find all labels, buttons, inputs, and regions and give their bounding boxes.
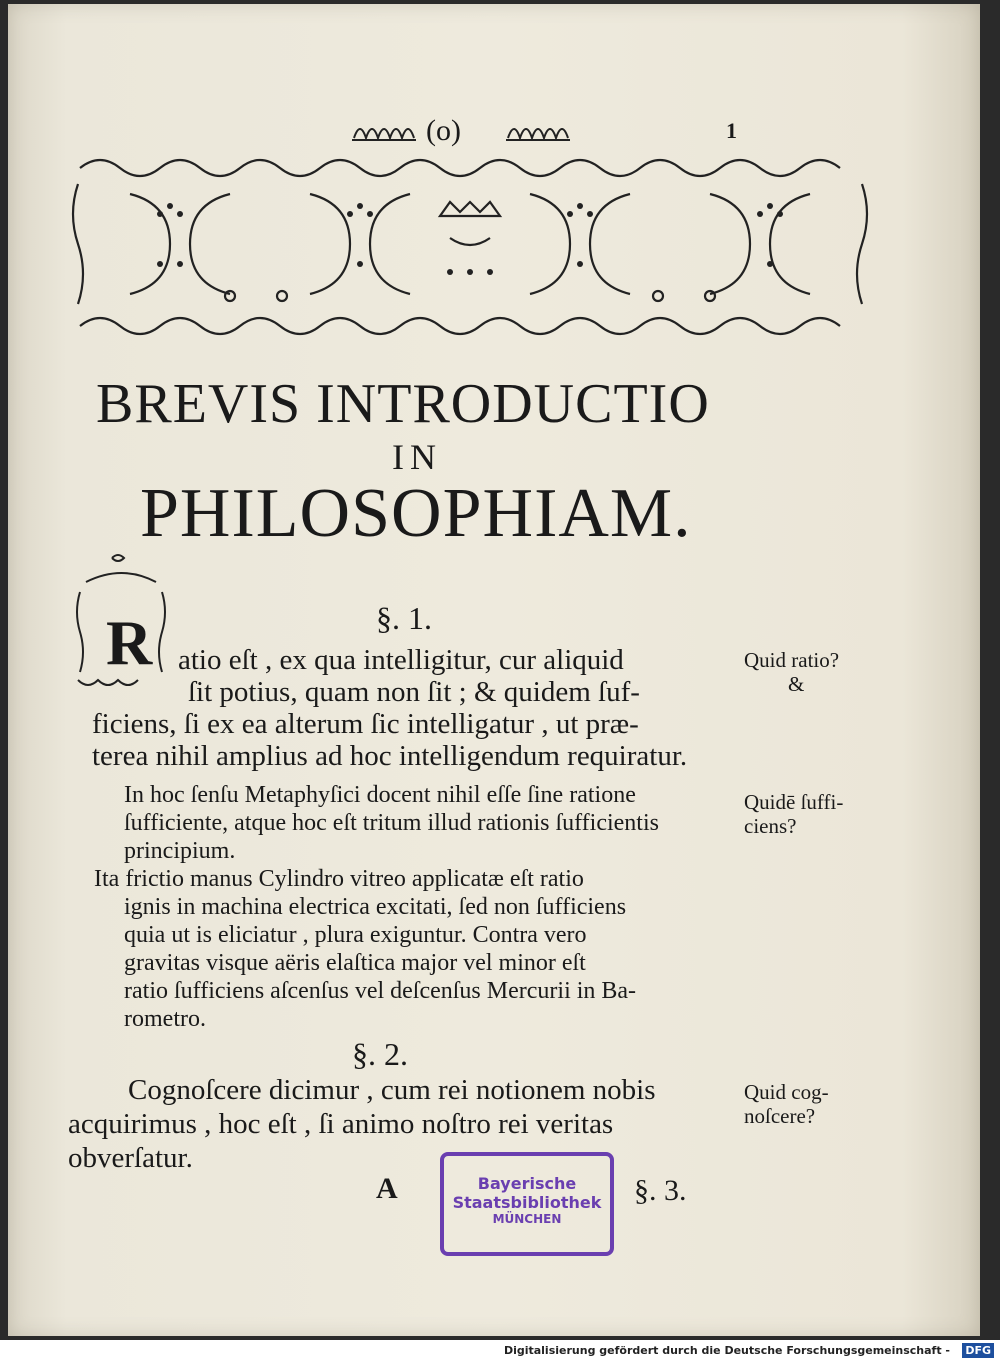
- title-line-1: BREVIS INTRODUCTIO: [96, 373, 710, 435]
- section-1-line: ſit potius, quam non ſit ; & quidem ſuf-: [188, 676, 640, 708]
- title-line-3: PHILOSOPHIAM.: [140, 475, 692, 552]
- section-2-line: obverſatur.: [68, 1142, 193, 1174]
- left-header-ornament: [350, 114, 420, 144]
- margin-note-text: Quid cog-: [744, 1080, 829, 1104]
- stamp-line: Staatsbibliothek: [452, 1193, 602, 1212]
- section-1-heading: §. 1.: [376, 600, 432, 636]
- header-label: (o): [426, 114, 461, 147]
- page-number: 1: [726, 118, 737, 143]
- book-page: [8, 4, 980, 1336]
- margin-note-cognoscere: [744, 1080, 829, 1128]
- note-line: quia ut is eliciatur , plura exiguntur. Contra vero: [124, 922, 587, 948]
- signature-mark: A: [376, 1172, 398, 1205]
- note-line: ratio ſufficiens aſcenſus vel deſcenſus Mercurii in Ba-: [124, 978, 637, 1004]
- footer-bar: [0, 1340, 1000, 1364]
- right-header-ornament: [504, 114, 574, 144]
- stamp-line: Bayerische: [477, 1174, 577, 1193]
- section-2-line: acquirimus , hoc eſt , ſi animo noſtro rei veritas: [68, 1108, 614, 1140]
- dfg-logo: DFG: [962, 1343, 994, 1358]
- note-line: Ita frictio manus Cylindro vitreo applicatæ eſt ratio: [94, 866, 584, 892]
- ornamental-headpiece: [70, 154, 870, 340]
- library-stamp: [440, 1152, 614, 1256]
- footer-credit: Digitalisierung gefördert durch die Deutsche Forschungsgemeinschaft -: [503, 1344, 950, 1357]
- note-line: principium.: [124, 838, 236, 864]
- note-line: ſufficiente, atque hoc eſt tritum illud rationis ſufficientis: [124, 810, 659, 836]
- margin-note-sufficiens: [744, 790, 843, 838]
- section-2-line: Cognoſcere dicimur , cum rei notionem nobis: [128, 1074, 656, 1106]
- running-header: [8, 114, 980, 150]
- note-line: ignis in machina electrica excitati, ſed non ſufficiens: [124, 894, 627, 920]
- section-1-line: ficiens, ſi ex ea alterum ſic intelligatur , ut præ-: [92, 708, 639, 740]
- note-line: rometro.: [124, 1006, 206, 1032]
- margin-note-ratio: [744, 648, 839, 696]
- dropcap-letter: R: [106, 607, 153, 678]
- margin-note-text: Quid ratio?: [744, 648, 840, 672]
- stamp-line: MÜNCHEN: [492, 1212, 562, 1226]
- note-line: In hoc ſenſu Metaphyſici docent nihil eſſe ſine ratione: [124, 782, 636, 808]
- margin-note-text: Quidē ſuffi-: [744, 790, 844, 814]
- margin-note-text: ciens?: [744, 814, 797, 838]
- margin-note-text: noſcere?: [744, 1104, 816, 1128]
- title-line-2: IN: [392, 437, 442, 477]
- section-1-line: atio eſt , ex qua intelligitur, cur aliquid: [178, 644, 624, 676]
- note-line: gravitas visque aëris elaſtica major vel minor eſt: [124, 950, 586, 976]
- catchword: §. 3.: [634, 1174, 687, 1207]
- section-1-line: terea nihil amplius ad hoc intelligendum requiratur.: [92, 740, 688, 772]
- margin-note-text: &: [788, 672, 805, 696]
- section-2-heading: §. 2.: [352, 1036, 408, 1072]
